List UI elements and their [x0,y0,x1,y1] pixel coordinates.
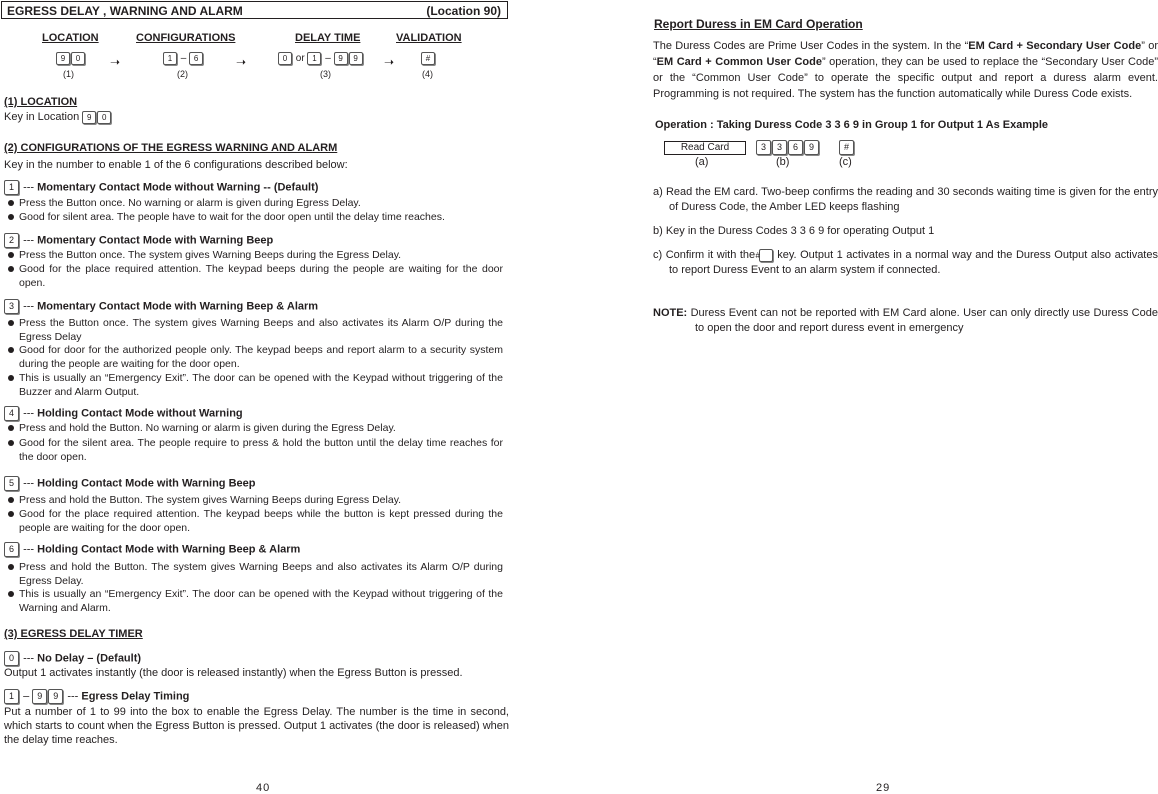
bullet-icon [8,591,14,597]
mode-title-text: Momentary Contact Mode with Warning Beep & Alarm [37,300,319,313]
flow-label-configurations: CONFIGURATIONS [136,32,236,44]
bullet-icon [8,497,14,503]
mode-2-title [4,233,273,248]
step-a [653,185,1158,215]
note [653,306,1158,336]
key: 9 [334,52,348,65]
key: 4 [4,406,19,421]
page-title: Report Duress in EM Card Operation [654,17,863,31]
key: 0 [278,52,292,65]
bullet-item [8,371,503,399]
note-label: NOTE: [653,307,688,319]
key: 1 [4,180,19,195]
key: 9 [804,140,819,155]
bullet-text: Press the Button once. The system gives Warning Beeps during the Egress Delay. [19,249,402,261]
mode-6-title [4,542,300,557]
intro-text: ” or “ [653,40,1158,68]
section-header [1,1,508,19]
step-b-text: b) Key in the Duress Codes 3 3 6 9 for operating Output 1 [653,225,935,237]
operation-title: Operation : Taking Duress Code 3 3 6 9 in Group 1 for Output 1 As Example [655,119,1049,131]
step-c-post: key. Output 1 activates in a normal way and the Duress Output also activates to report Duress Event to an alarm system if connected. [669,249,1158,276]
bullet-text: This is usually an “Emergency Exit”. The door can be opened with the Keypad without triggering of the Buzzer and Alarm Output. [19,372,503,398]
mode-title-text: Holding Contact Mode with Warning Beep [37,477,256,490]
flow-location-keys [56,52,86,65]
flow-delay-keys [278,52,364,65]
bullet-item [8,196,503,210]
bullet-icon [8,266,14,272]
range-separator: – [325,53,331,65]
key: 9 [32,689,47,704]
location-instruction [4,110,112,124]
bullet-text: Press the Button once. The system gives Warning Beeps and also activates its Alarm O/P during the Egress Delay [19,317,503,343]
step-c-pre: c) Confirm it with the [653,249,756,261]
step-a-text: a) Read the EM card. Two-beep confirms the reading and 30 seconds waiting time is given for the entry of Duress Code, the Amber LED keeps flashing [653,186,1158,213]
step-c-text [653,248,1158,278]
mode-title-text: Momentary Contact Mode without Warning -- (Default) [37,181,319,194]
arrow-right-icon: ➝ [110,55,121,69]
flow-label-delay-time: DELAY TIME [295,32,361,44]
dash: --- [67,690,79,703]
step-number: (3) [320,69,331,79]
delay-timing-title-text: Egress Delay Timing [81,690,190,703]
mode-1-title [4,180,318,195]
key: 9 [56,52,70,65]
note-block [653,306,1158,336]
configurations-intro: Key in the number to enable 1 of the 6 configurations described below: [4,159,348,171]
step-label: (b) [776,156,790,168]
key: # [839,140,854,155]
or-text: or [295,53,305,65]
key: 9 [48,689,63,704]
bullet-item [8,421,503,435]
bullet-icon [8,375,14,381]
duress-code-keys [756,140,820,155]
dash: --- [23,181,35,194]
bullet-icon [8,511,14,517]
arrow-right-icon: ➝ [236,55,247,69]
intro-text: ” operation, they can be used to replace the “Secondary User Code” or the “Common User Code” to operate the specific output and report a duress alarm event. Programming is not required. The system has the function automatically while Duress Code exists. [653,56,1158,100]
key: 3 [4,299,19,314]
section-configurations-title: (2) CONFIGURATIONS OF THE EGRESS WARNING AND ALARM [4,142,338,154]
arrow-right-icon: ➝ [384,55,395,69]
flow-config-keys [163,52,204,65]
key: 6 [788,140,803,155]
intro-bold: EM Card + Common User Code [656,56,822,68]
bullet-item [8,210,503,224]
bullet-icon [8,214,14,220]
key: 9 [349,52,363,65]
dash: --- [23,543,35,556]
flow-validation-key [421,52,436,65]
step-label: (c) [839,156,852,168]
key: 0 [71,52,85,65]
header-location: (Location 90) [426,4,501,18]
bullet-text: Press and hold the Button. The system gives Warning Beeps during Egress Delay. [19,494,402,506]
mode-title-text: Holding Contact Mode without Warning [37,407,243,420]
step-b [653,224,1158,239]
page-number: 29 [876,782,891,794]
key: 1 [4,689,19,704]
step-number: (2) [177,69,188,79]
bullet-text: Good for the silent area. The people require to press & hold the button until the delay time reaches for the door open. [19,437,503,463]
dash: --- [23,234,35,247]
bullet-icon [8,200,14,206]
bullet-item [8,316,503,344]
key: 1 [307,52,321,65]
bullet-icon [8,320,14,326]
range-separator: – [180,53,187,65]
key: 5 [4,476,19,491]
key: 6 [189,52,203,65]
dash: --- [23,407,35,420]
bullet-item [8,507,503,535]
key: # [759,249,773,262]
bullet-text: Press and hold the Button. The system gives Warning Beeps and also activates its Alarm O/P during Egress Delay. [19,561,503,587]
mode-title-text: Holding Contact Mode with Warning Beep & Alarm [37,543,301,556]
bullet-item [8,262,503,290]
key: 0 [97,111,111,124]
bullet-text: Good for door for the authorized people only. The keypad beeps and report alarm to a security system during the people are waiting for the door open. [19,344,503,370]
header-title: EGRESS DELAY , WARNING AND ALARM [7,4,243,18]
intro-paragraph [653,38,1158,102]
bullet-text: Press and hold the Button. No warning or alarm is given during the Egress Delay. [19,422,396,434]
dash: --- [23,652,35,665]
no-delay-title [4,651,141,666]
section-delay-timer-title: (3) EGRESS DELAY TIMER [4,628,143,640]
bullet-text: Good for silent area. The people have to wait for the door open until the delay time reaches. [19,211,445,223]
range-separator: – [23,690,30,703]
bullet-icon [8,425,14,431]
dash: --- [23,477,35,490]
bullet-text: Good for the place required attention. The keypad beeps during the people are waiting for the door open. [19,263,503,289]
bullet-text: Press the Button once. No warning or alarm is given during Egress Delay. [19,197,361,209]
step-c [653,248,1158,278]
intro-text: The Duress Codes are Prime User Codes in the system. In the “ [653,40,969,52]
key: 2 [4,233,19,248]
key: 6 [4,542,19,557]
step-label: (a) [695,156,709,168]
bullet-icon [8,252,14,258]
no-delay-text: Output 1 activates instantly (the door is released instantly) when the Egress Button is pressed. [4,667,463,679]
bullet-item [8,493,503,507]
no-delay-title-text: No Delay – (Default) [37,652,142,665]
intro-bold: EM Card + Secondary User Code [968,40,1142,52]
hash-key [839,140,855,155]
bullet-item [8,343,503,371]
flow-label-location: LOCATION [42,32,99,44]
mode-5-title [4,476,255,491]
bullet-icon [8,347,14,353]
key: # [421,52,435,65]
right-page [650,0,1158,792]
key: 9 [82,111,96,124]
bullet-item [8,560,503,588]
key: 3 [756,140,771,155]
mode-4-title [4,406,243,421]
dash: --- [23,300,35,313]
bullet-item [8,436,503,464]
left-page [0,0,515,792]
mode-3-title [4,299,318,314]
location-text: Key in Location [4,111,80,123]
note-text: Duress Event can not be reported with EM Card alone. User can only directly use Duress Code to open the door and report duress event in emergency [690,307,1158,334]
delay-timing-title [4,689,189,704]
step-number: (1) [63,69,74,79]
bullet-text: Good for the place required attention. The keypad beeps while the button is kept pressed during the people are waiting for the door open. [19,508,503,534]
read-card-box: Read Card [664,141,746,155]
section-location-title: (1) LOCATION [4,96,78,108]
delay-timing-text: Put a number of 1 to 99 into the box to enable the Egress Delay. The number is the time in second, which starts to count when the Egress Button is pressed. Output 1 activates (the door is released) when the delay time reaches. [4,706,509,746]
key: 0 [4,651,19,666]
bullet-text: This is usually an “Emergency Exit”. The door can be opened with the Keypad without triggering of the Warning and Alarm. [19,588,503,614]
key: 3 [772,140,787,155]
bullet-item [8,587,503,615]
bullet-icon [8,564,14,570]
mode-title-text: Momentary Contact Mode with Warning Beep [37,234,274,247]
bullet-item [8,248,503,262]
step-number: (4) [422,69,433,79]
key: 1 [163,52,177,65]
page-number: 40 [256,782,271,794]
bullet-icon [8,440,14,446]
flow-label-validation: VALIDATION [396,32,462,44]
